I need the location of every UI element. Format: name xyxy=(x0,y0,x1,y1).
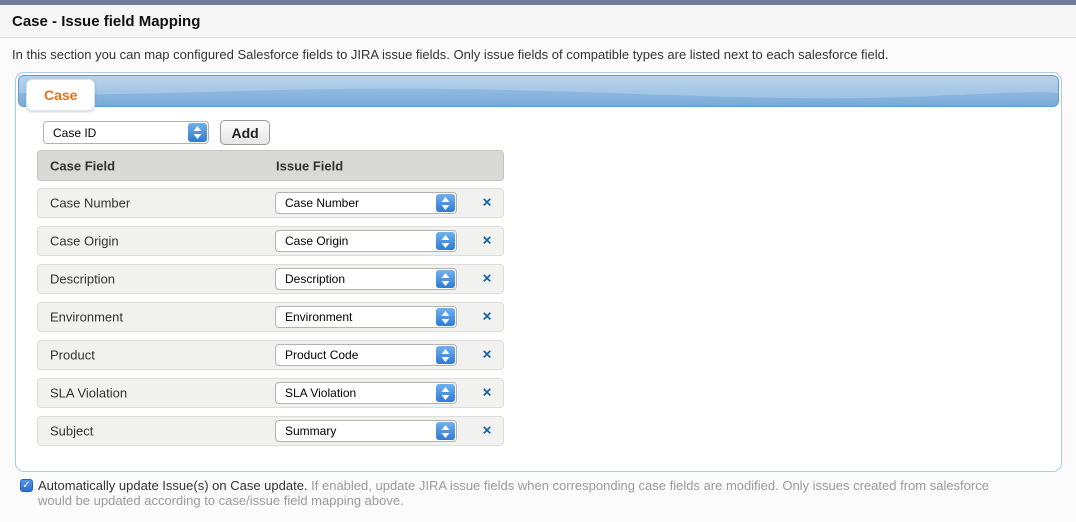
auto-update-label xyxy=(38,478,1018,508)
issue-field-select[interactable] xyxy=(275,306,457,328)
issue-field-select-value: Product Code xyxy=(285,348,359,362)
case-field-label: SLA Violation xyxy=(50,385,128,401)
tab-case-label: Case xyxy=(44,87,78,103)
issue-field-select-value: Case Number xyxy=(285,196,360,210)
select-stepper-icon xyxy=(436,384,455,402)
select-stepper-icon xyxy=(188,123,207,142)
section-description: In this section you can map configured Salesforce fields to JIRA issue fields. Only issue fields of compatible types are listed next to each salesforce field. xyxy=(12,47,889,62)
issue-field-select[interactable] xyxy=(275,192,457,214)
case-field-label: Case Origin xyxy=(50,233,119,249)
remove-mapping-icon[interactable]: ✕ xyxy=(481,385,492,400)
remove-mapping-icon[interactable]: ✕ xyxy=(481,423,492,438)
remove-mapping-icon[interactable]: ✕ xyxy=(481,195,492,210)
auto-update-label-strong: Automatically update Issue(s) on Case update. xyxy=(38,478,308,493)
tabbar-wave-decoration xyxy=(19,76,1058,106)
table-header xyxy=(37,150,504,181)
tab-bar xyxy=(18,75,1059,107)
auto-update-checkbox[interactable] xyxy=(20,479,33,492)
mapping-row xyxy=(37,226,504,256)
issue-field-select-value: Case Origin xyxy=(285,234,349,248)
auto-update-section xyxy=(20,478,1022,508)
issue-field-select-value: Description xyxy=(285,272,346,286)
issue-field-select-value: SLA Violation xyxy=(285,386,357,400)
select-stepper-icon xyxy=(436,232,455,250)
tab-case[interactable] xyxy=(26,79,95,111)
page-header xyxy=(0,5,1076,38)
case-field-label: Description xyxy=(50,271,116,287)
issue-field-select-value: Environment xyxy=(285,310,353,324)
case-field-column-header: Case Field xyxy=(50,158,116,173)
mapping-panel xyxy=(15,72,1062,472)
issue-field-column-header: Issue Field xyxy=(276,158,344,173)
select-stepper-icon xyxy=(436,308,455,326)
remove-mapping-icon[interactable]: ✕ xyxy=(481,233,492,248)
remove-mapping-icon[interactable]: ✕ xyxy=(481,347,492,362)
select-stepper-icon xyxy=(436,346,455,364)
issue-field-select[interactable] xyxy=(275,420,457,442)
issue-field-select[interactable] xyxy=(275,382,457,404)
mapping-row xyxy=(37,302,504,332)
case-field-picker-select[interactable] xyxy=(43,121,209,144)
mapping-row xyxy=(37,188,504,218)
case-field-label: Environment xyxy=(50,309,123,325)
select-stepper-icon xyxy=(436,270,455,288)
mapping-rows xyxy=(37,188,504,454)
remove-mapping-icon[interactable]: ✕ xyxy=(481,271,492,286)
mapping-row xyxy=(37,416,504,446)
mapping-row xyxy=(37,378,504,408)
mapping-row xyxy=(37,264,504,294)
mapping-row xyxy=(37,340,504,370)
auto-update-label-rest: If enabled, update JIRA issue fields when corresponding case fields are modified. Only issues created from salesforce would be updated according to case/issue field mapping above. xyxy=(38,478,989,508)
issue-field-select-value: Summary xyxy=(285,424,337,438)
case-field-label: Product xyxy=(50,347,95,363)
add-button[interactable]: Add xyxy=(220,120,269,145)
case-field-label: Case Number xyxy=(50,195,131,211)
case-field-picker-value: Case ID xyxy=(53,125,97,140)
issue-field-select[interactable] xyxy=(275,268,457,290)
issue-field-select[interactable] xyxy=(275,344,457,366)
check-icon: ✓ xyxy=(22,480,31,491)
case-field-label: Subject xyxy=(50,423,94,439)
select-stepper-icon xyxy=(436,422,455,440)
remove-mapping-icon[interactable]: ✕ xyxy=(481,309,492,324)
add-field-row xyxy=(43,120,270,145)
select-stepper-icon xyxy=(436,194,455,212)
page-title: Case - Issue field Mapping xyxy=(12,13,201,30)
issue-field-select[interactable] xyxy=(275,230,457,252)
